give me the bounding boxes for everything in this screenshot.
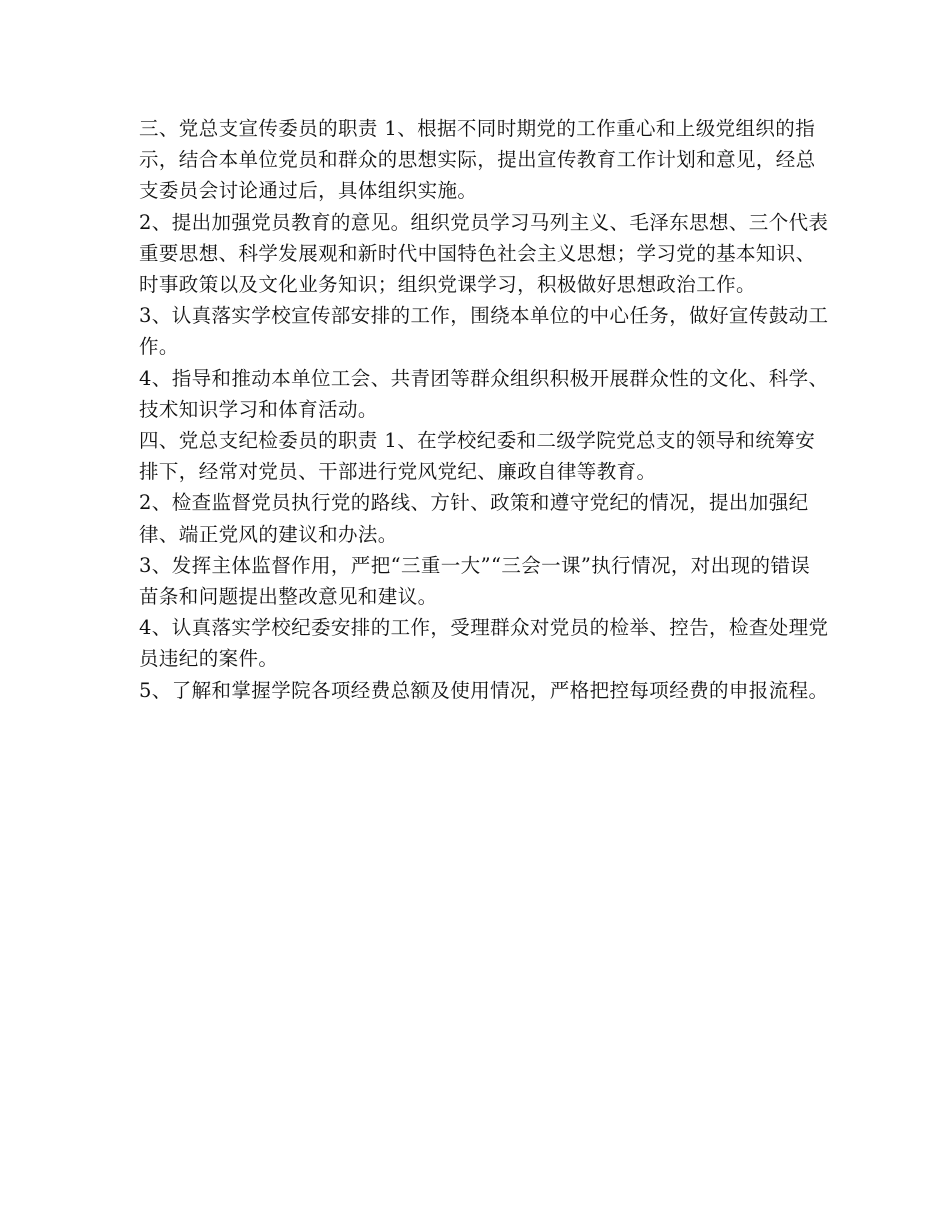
paragraph-propaganda-duty-2: 2、提出加强党员教育的意见。组织党员学习马列主义、毛泽东思想、三个代表重要思想、科学发展观和新时代中国特色社会主义思想；学习党的基本知识、时事政策以及文化业务知识；组织党课学习，积极做好思想政治工作。: [139, 210, 829, 297]
paragraph-discipline-duty-1: 四、党总支纪检委员的职责 1、在学校纪委和二级学院党总支的领导和统筹安排下，经常对党员、干部进行党风党纪、廉政自律等教育。: [139, 429, 816, 484]
paragraph-propaganda-duty-4: 4、指导和推动本单位工会、共青团等群众组织积极开展群众性的文化、科学、技术知识学习和体育活动。: [139, 366, 829, 421]
paragraph-propaganda-duty-1: 三、党总支宣传委员的职责 1、根据不同时期党的工作重心和上级党组织的指示，结合本单位党员和群众的思想实际，提出宣传教育工作计划和意见，经总支委员会讨论通过后，具体组织实施。: [139, 117, 816, 203]
paragraph-discipline-duty-2: 2、检查监督党员执行党的路线、方针、政策和遵守党纪的情况，提出加强纪律、端正党风的建议和办法。: [139, 491, 809, 546]
document-body: [139, 113, 829, 706]
paragraph-discipline-duty-4: 4、认真落实学校纪委安排的工作，受理群众对党员的检举、控告，检查处理党员违纪的案件。: [139, 616, 829, 671]
paragraph-discipline-duty-3: 3、发挥主体监督作用，严把“三重一大”“三会一课”执行情况，对出现的错误苗条和问题提出整改意见和建议。: [139, 553, 811, 609]
paragraph-propaganda-duty-3: 3、认真落实学校宣传部安排的工作，围绕本单位的中心任务，做好宣传鼓动工作。: [139, 304, 829, 359]
paragraph-discipline-duty-5: 5、了解和掌握学院各项经费总额及使用情况，严格把控每项经费的申报流程。: [139, 678, 829, 702]
